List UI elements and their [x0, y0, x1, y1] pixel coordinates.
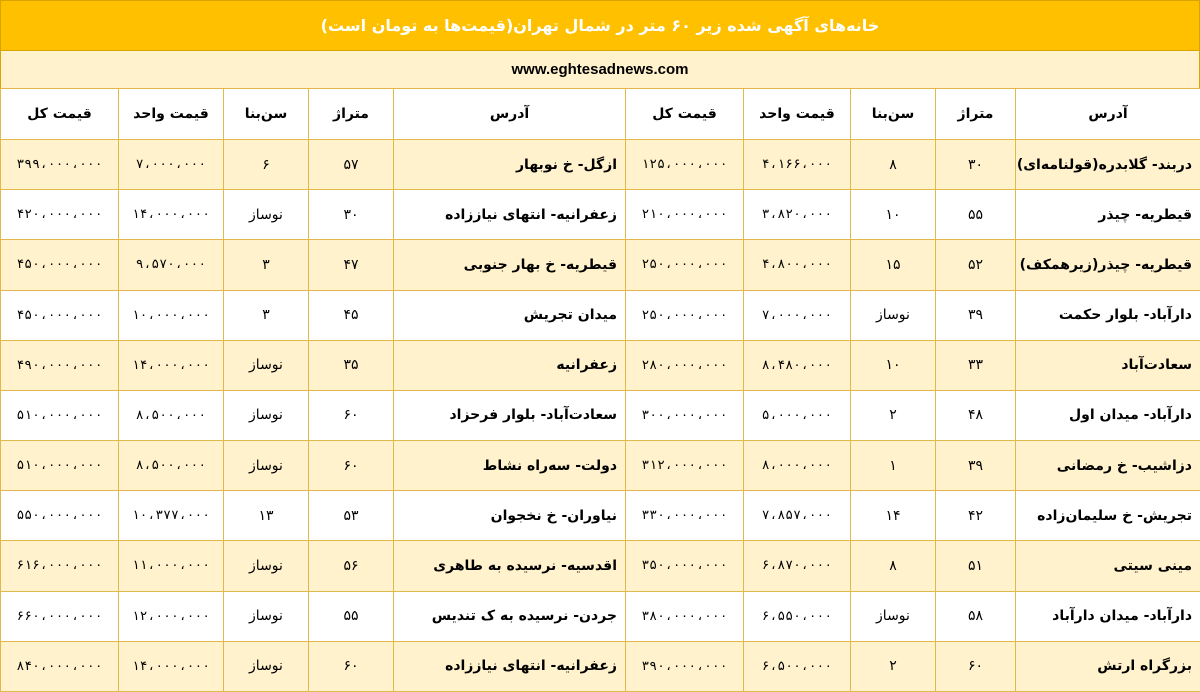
- cell-area-right: ۵۵: [936, 190, 1016, 240]
- table-row: [1, 290, 1200, 340]
- cell-area-left: ۶۰: [309, 441, 394, 491]
- cell-total-price-right: ۲۱۰،۰۰۰،۰۰۰: [626, 190, 744, 240]
- cell-address-left: میدان تجریش: [394, 290, 626, 340]
- cell-unit-price-right: ۷،۸۵۷،۰۰۰: [744, 491, 851, 541]
- cell-age-right: ۱: [851, 441, 936, 491]
- header-age-left: سن‌بنا: [224, 89, 309, 140]
- cell-age-left: ۱۳: [224, 491, 309, 541]
- cell-address-right: قیطریه- چیذر(زیرهمکف): [1016, 240, 1200, 290]
- cell-address-right: بزرگراه ارتش: [1016, 641, 1200, 691]
- cell-area-left: ۳۵: [309, 340, 394, 390]
- website-url: www.eghtesadnews.com: [0, 51, 1200, 88]
- cell-total-price-right: ۳۰۰،۰۰۰،۰۰۰: [626, 390, 744, 440]
- cell-total-price-left: ۸۴۰،۰۰۰،۰۰۰: [1, 641, 119, 691]
- cell-address-right: مینی سیتی: [1016, 541, 1200, 591]
- cell-total-price-right: ۳۵۰،۰۰۰،۰۰۰: [626, 541, 744, 591]
- table-row: [1, 190, 1200, 240]
- cell-unit-price-left: ۱۴،۰۰۰،۰۰۰: [119, 641, 224, 691]
- cell-unit-price-right: ۶،۵۰۰،۰۰۰: [744, 641, 851, 691]
- table-row: [1, 140, 1200, 190]
- cell-address-left: جردن- نرسیده به ک تندیس: [394, 591, 626, 641]
- cell-address-left: قیطریه- خ بهار جنوبی: [394, 240, 626, 290]
- cell-area-right: ۳۹: [936, 441, 1016, 491]
- cell-total-price-left: ۴۹۰،۰۰۰،۰۰۰: [1, 340, 119, 390]
- cell-age-left: نوساز: [224, 390, 309, 440]
- cell-age-right: ۱۰: [851, 340, 936, 390]
- cell-area-right: ۶۰: [936, 641, 1016, 691]
- table-row: [1, 591, 1200, 641]
- cell-address-right: تجریش- خ سلیمان‌زاده: [1016, 491, 1200, 541]
- cell-age-right: نوساز: [851, 290, 936, 340]
- cell-unit-price-left: ۹،۵۷۰،۰۰۰: [119, 240, 224, 290]
- cell-address-right: دربند- گلابدره(قولنامه‌ای): [1016, 140, 1200, 190]
- cell-age-left: ۳: [224, 290, 309, 340]
- cell-area-left: ۴۷: [309, 240, 394, 290]
- cell-area-left: ۵۳: [309, 491, 394, 541]
- cell-area-right: ۵۱: [936, 541, 1016, 591]
- cell-age-left: ۳: [224, 240, 309, 290]
- cell-unit-price-right: ۴،۸۰۰،۰۰۰: [744, 240, 851, 290]
- header-row: [1, 89, 1200, 140]
- cell-address-right: دارآباد- بلوار حکمت: [1016, 290, 1200, 340]
- cell-area-left: ۵۷: [309, 140, 394, 190]
- table-row: [1, 340, 1200, 390]
- cell-total-price-left: ۵۱۰،۰۰۰،۰۰۰: [1, 390, 119, 440]
- cell-total-price-left: ۵۵۰،۰۰۰،۰۰۰: [1, 491, 119, 541]
- cell-total-price-left: ۴۵۰،۰۰۰،۰۰۰: [1, 290, 119, 340]
- cell-address-left: نیاوران- خ نخجوان: [394, 491, 626, 541]
- cell-unit-price-left: ۱۲،۰۰۰،۰۰۰: [119, 591, 224, 641]
- cell-address-right: سعادت‌آباد: [1016, 340, 1200, 390]
- header-unit-price-right: قیمت واحد: [744, 89, 851, 140]
- cell-address-right: دارآباد- میدان دارآباد: [1016, 591, 1200, 641]
- cell-unit-price-right: ۳،۸۲۰،۰۰۰: [744, 190, 851, 240]
- cell-address-right: دارآباد- میدان اول: [1016, 390, 1200, 440]
- cell-total-price-left: ۴۵۰،۰۰۰،۰۰۰: [1, 240, 119, 290]
- cell-unit-price-right: ۸،۰۰۰،۰۰۰: [744, 441, 851, 491]
- header-area-left: متراژ: [309, 89, 394, 140]
- cell-area-right: ۵۲: [936, 240, 1016, 290]
- cell-total-price-right: ۱۲۵،۰۰۰،۰۰۰: [626, 140, 744, 190]
- cell-age-left: نوساز: [224, 340, 309, 390]
- cell-age-left: ۶: [224, 140, 309, 190]
- cell-unit-price-left: ۱۴،۰۰۰،۰۰۰: [119, 340, 224, 390]
- table-row: [1, 541, 1200, 591]
- cell-area-left: ۴۵: [309, 290, 394, 340]
- header-area-right: متراژ: [936, 89, 1016, 140]
- cell-age-left: نوساز: [224, 641, 309, 691]
- cell-unit-price-right: ۷،۰۰۰،۰۰۰: [744, 290, 851, 340]
- cell-age-right: ۸: [851, 140, 936, 190]
- cell-age-left: نوساز: [224, 190, 309, 240]
- cell-address-left: دولت- سه‌راه نشاط: [394, 441, 626, 491]
- cell-area-right: ۳۹: [936, 290, 1016, 340]
- cell-address-left: زعفرانیه- انتهای نیاززاده: [394, 641, 626, 691]
- cell-address-left: ازگل- خ نوبهار: [394, 140, 626, 190]
- header-age-right: سن‌بنا: [851, 89, 936, 140]
- cell-area-right: ۳۳: [936, 340, 1016, 390]
- cell-area-left: ۳۰: [309, 190, 394, 240]
- cell-area-left: ۵۵: [309, 591, 394, 641]
- cell-total-price-right: ۲۵۰،۰۰۰،۰۰۰: [626, 240, 744, 290]
- cell-unit-price-right: ۴،۱۶۶،۰۰۰: [744, 140, 851, 190]
- cell-area-left: ۶۰: [309, 390, 394, 440]
- table-row: [1, 641, 1200, 691]
- cell-age-right: ۱۵: [851, 240, 936, 290]
- table-row: [1, 491, 1200, 541]
- cell-total-price-left: ۵۱۰،۰۰۰،۰۰۰: [1, 441, 119, 491]
- cell-total-price-left: ۳۹۹،۰۰۰،۰۰۰: [1, 140, 119, 190]
- cell-total-price-left: ۴۲۰،۰۰۰،۰۰۰: [1, 190, 119, 240]
- cell-age-right: ۲: [851, 390, 936, 440]
- cell-unit-price-right: ۸،۴۸۰،۰۰۰: [744, 340, 851, 390]
- cell-age-right: نوساز: [851, 591, 936, 641]
- cell-unit-price-left: ۱۴،۰۰۰،۰۰۰: [119, 190, 224, 240]
- cell-area-right: ۳۰: [936, 140, 1016, 190]
- cell-unit-price-left: ۱۰،۰۰۰،۰۰۰: [119, 290, 224, 340]
- cell-total-price-right: ۲۵۰،۰۰۰،۰۰۰: [626, 290, 744, 340]
- cell-age-right: ۱۰: [851, 190, 936, 240]
- cell-area-left: ۵۶: [309, 541, 394, 591]
- cell-area-right: ۴۸: [936, 390, 1016, 440]
- cell-total-price-left: ۶۶۰،۰۰۰،۰۰۰: [1, 591, 119, 641]
- listings-table: [0, 88, 1200, 692]
- cell-address-left: زعفرانیه- انتهای نیاززاده: [394, 190, 626, 240]
- cell-unit-price-left: ۸،۵۰۰،۰۰۰: [119, 441, 224, 491]
- cell-unit-price-right: ۶،۵۵۰،۰۰۰: [744, 591, 851, 641]
- cell-age-right: ۸: [851, 541, 936, 591]
- cell-total-price-right: ۲۸۰،۰۰۰،۰۰۰: [626, 340, 744, 390]
- cell-total-price-right: ۳۹۰،۰۰۰،۰۰۰: [626, 641, 744, 691]
- table-row: [1, 441, 1200, 491]
- cell-total-price-right: ۳۱۲،۰۰۰،۰۰۰: [626, 441, 744, 491]
- cell-unit-price-left: ۱۰،۳۷۷،۰۰۰: [119, 491, 224, 541]
- cell-area-right: ۴۲: [936, 491, 1016, 541]
- header-address-right: آدرس: [1016, 89, 1200, 140]
- table-row: [1, 240, 1200, 290]
- cell-total-price-right: ۳۳۰،۰۰۰،۰۰۰: [626, 491, 744, 541]
- cell-unit-price-right: ۵،۰۰۰،۰۰۰: [744, 390, 851, 440]
- cell-total-price-left: ۶۱۶،۰۰۰،۰۰۰: [1, 541, 119, 591]
- header-total-price-left: قیمت کل: [1, 89, 119, 140]
- cell-unit-price-left: ۷،۰۰۰،۰۰۰: [119, 140, 224, 190]
- table-title: خانه‌های آگهی شده زیر ۶۰ متر در شمال تهران(قیمت‌ها به تومان است): [0, 0, 1200, 51]
- cell-total-price-right: ۳۸۰،۰۰۰،۰۰۰: [626, 591, 744, 641]
- cell-unit-price-left: ۸،۵۰۰،۰۰۰: [119, 390, 224, 440]
- cell-unit-price-left: ۱۱،۰۰۰،۰۰۰: [119, 541, 224, 591]
- cell-area-right: ۵۸: [936, 591, 1016, 641]
- cell-unit-price-right: ۶،۸۷۰،۰۰۰: [744, 541, 851, 591]
- cell-address-left: اقدسیه- نرسیده به طاهری: [394, 541, 626, 591]
- cell-address-left: سعادت‌آباد- بلوار فرحزاد: [394, 390, 626, 440]
- cell-age-left: نوساز: [224, 441, 309, 491]
- cell-address-right: دزاشیب- خ رمضانی: [1016, 441, 1200, 491]
- cell-age-left: نوساز: [224, 541, 309, 591]
- cell-area-left: ۶۰: [309, 641, 394, 691]
- header-total-price-right: قیمت کل: [626, 89, 744, 140]
- header-unit-price-left: قیمت واحد: [119, 89, 224, 140]
- cell-address-right: قیطریه- چیذر: [1016, 190, 1200, 240]
- header-address-left: آدرس: [394, 89, 626, 140]
- cell-age-left: نوساز: [224, 591, 309, 641]
- table-row: [1, 390, 1200, 440]
- cell-address-left: زعفرانیه: [394, 340, 626, 390]
- cell-age-right: ۲: [851, 641, 936, 691]
- cell-age-right: ۱۴: [851, 491, 936, 541]
